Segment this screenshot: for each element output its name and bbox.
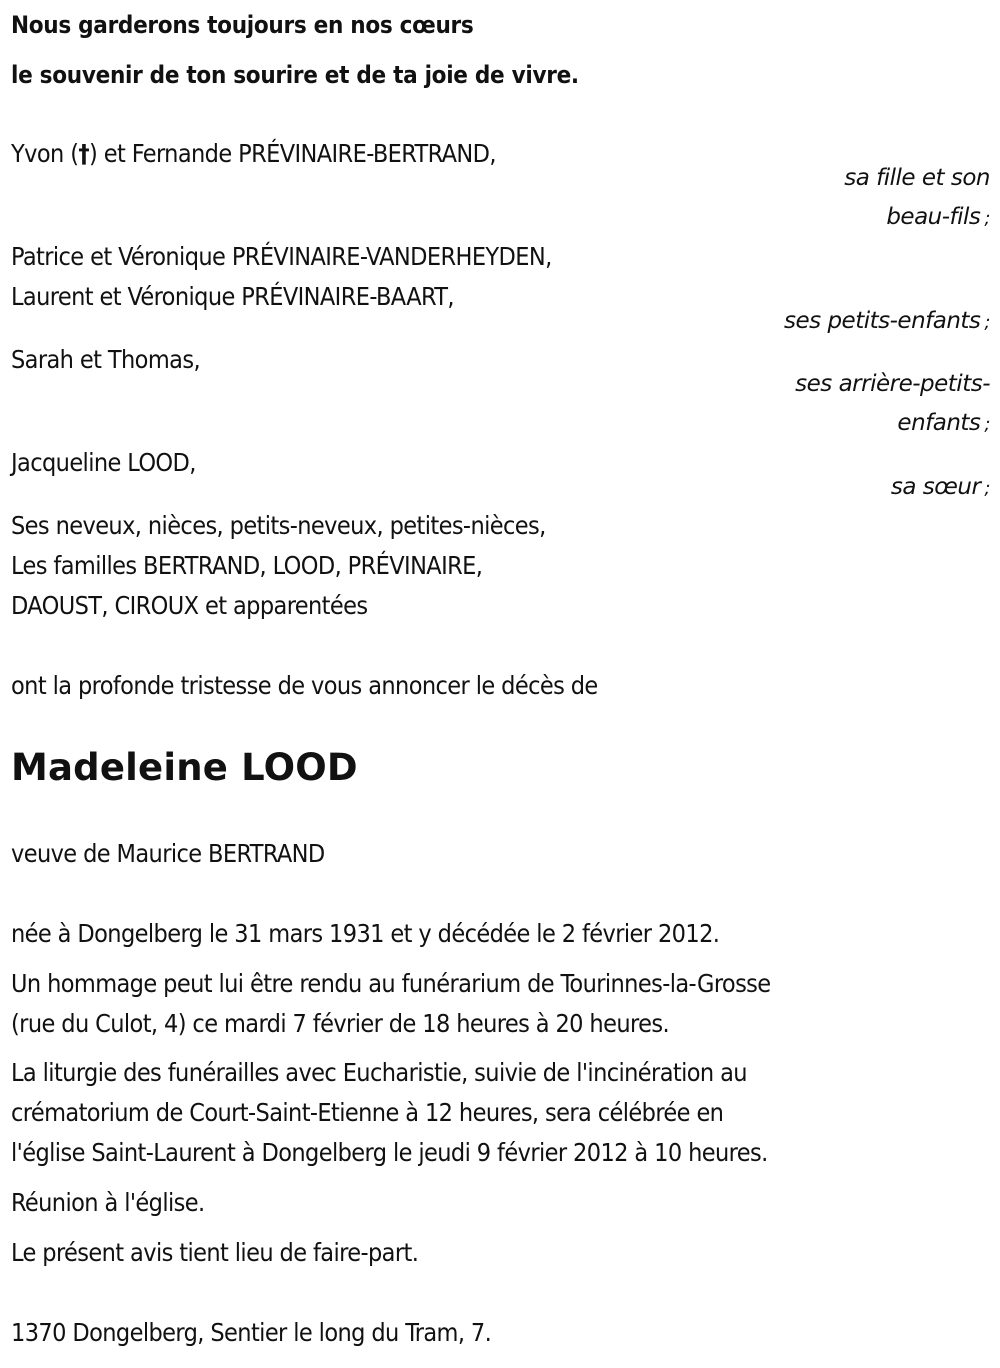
announcement-text: ont la profonde tristesse de vous annoncer le décès de bbox=[11, 671, 598, 700]
relation-grandchildren-punct: ; bbox=[984, 312, 990, 333]
relation-sister-punct: ; bbox=[984, 478, 990, 499]
notice-text: Le présent avis tient lieu de faire-part. bbox=[11, 1238, 419, 1267]
birth-death-text: née à Dongelberg le 31 mars 1931 et y décédée le 2 février 2012. bbox=[11, 919, 720, 948]
motto-line-2: le souvenir de ton sourire et de ta joie de vivre. bbox=[11, 61, 579, 89]
relation-daughter-punct: ; bbox=[984, 208, 990, 229]
relation-grandchildren bbox=[784, 306, 990, 338]
great-grandchild-names: Sarah et Thomas, bbox=[11, 345, 200, 374]
motto-line-1: Nous garderons toujours en nos cœurs bbox=[11, 11, 474, 39]
meeting-text: Réunion à l'église. bbox=[11, 1188, 205, 1217]
sister-name: Jacqueline LOOD, bbox=[11, 448, 196, 477]
relation-great-grandchildren-punct: ; bbox=[984, 414, 990, 435]
liturgy-line-3: l'église Saint-Laurent à Dongelberg le jeudi 9 février 2012 à 10 heures. bbox=[11, 1138, 768, 1167]
relation-sister-text: sa sœur bbox=[890, 474, 981, 500]
relation-grandchildren-text: ses petits-enfants bbox=[784, 308, 981, 334]
relation-daughter-line-2 bbox=[886, 202, 990, 234]
relation-daughter-text: beau-fils bbox=[886, 204, 981, 230]
relation-great-grandchildren-text: enfants bbox=[897, 410, 981, 436]
relation-great-grandchildren-line-2 bbox=[897, 408, 990, 440]
address-text: 1370 Dongelberg, Sentier le long du Tram, 7. bbox=[11, 1318, 492, 1347]
other-relatives-line-1: Ses neveux, nièces, petits-neveux, petites-nièces, bbox=[11, 511, 546, 540]
other-relatives-line-3: DAOUST, CIROUX et apparentées bbox=[11, 591, 368, 620]
daughter-suffix: ) et Fernande PRÉVINAIRE-BERTRAND, bbox=[89, 139, 496, 168]
grandchild-name-2: Laurent et Véronique PRÉVINAIRE-BAART, bbox=[11, 282, 454, 311]
daughter-names bbox=[11, 139, 496, 169]
deceased-name: Madeleine LOOD bbox=[11, 746, 358, 789]
cross-icon: † bbox=[78, 139, 90, 168]
widow-of: veuve de Maurice BERTRAND bbox=[11, 839, 325, 868]
homage-line-1: Un hommage peut lui être rendu au funérarium de Tourinnes-la-Grosse bbox=[11, 969, 771, 998]
daughter-prefix: Yvon ( bbox=[11, 139, 79, 168]
relation-sister bbox=[891, 472, 990, 504]
liturgy-line-2: crématorium de Court-Saint-Etienne à 12 heures, sera célébrée en bbox=[11, 1098, 724, 1127]
other-relatives-line-2: Les familles BERTRAND, LOOD, PRÉVINAIRE, bbox=[11, 551, 483, 580]
liturgy-line-1: La liturgie des funérailles avec Eucharistie, suivie de l'incinération au bbox=[11, 1058, 747, 1087]
relation-great-grandchildren-line-1: ses arrière-petits- bbox=[795, 371, 990, 397]
relation-daughter-line-1: sa fille et son bbox=[844, 165, 990, 191]
grandchild-name-1: Patrice et Véronique PRÉVINAIRE-VANDERHEYDEN, bbox=[11, 242, 552, 271]
homage-line-2: (rue du Culot, 4) ce mardi 7 février de 18 heures à 20 heures. bbox=[11, 1009, 669, 1038]
